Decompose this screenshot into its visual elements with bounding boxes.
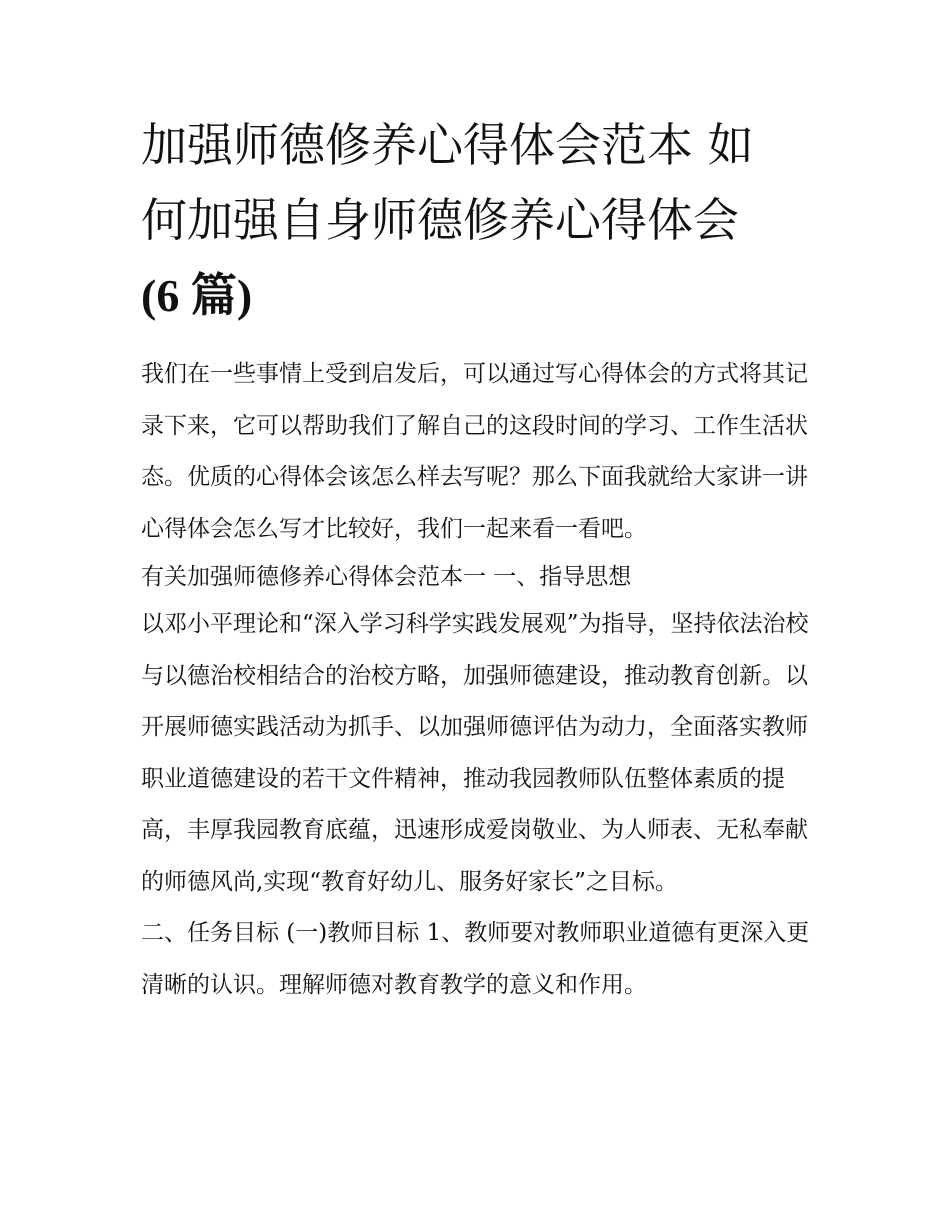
document-title xyxy=(141,108,816,333)
section-heading: 有关加强师德修养心得体会范本一 一、指导思想 xyxy=(141,564,632,590)
title-line-2: 何加强自身师德修养心得体会 xyxy=(141,193,739,247)
document-body xyxy=(141,349,816,1011)
title-line-3: (6 篇) xyxy=(141,270,253,321)
document-content xyxy=(141,108,816,1011)
task-goal-paragraph: 二、任务目标 (一)教师目标 1、教师要对教师职业道德有更深入更清晰的认识。理解师德对教育教学的意义和作用。 xyxy=(141,920,810,998)
title-line-1: 加强师德修养心得体会范本 如 xyxy=(141,118,754,172)
intro-paragraph: 我们在一些事情上受到启发后，可以通过写心得体会的方式将其记录下来，它可以帮助我们了解自己的这段时间的学习、工作生活状态。优质的心得体会该怎么样去写呢？那么下面我就给大家讲一讲心得体会怎么写才比较好，我们一起来看一看吧。 xyxy=(141,361,808,542)
guiding-thought-paragraph: 以邓小平理论和“深入学习科学实践发展观”为指导，坚持依法治校与以德治校相结合的治校方略，加强师德建设，推动教育创新。以开展师德实践活动为抓手、以加强师德评估为动力，全面落实教师职业道德建设的若干文件精神，推动我园教师队伍整体素质的提高，丰厚我园教育底蕴，迅速形成爱岗敬业、为人师表、无私奉献的师德风尚,实现“教育好幼儿、服务好家长”之目标。 xyxy=(141,611,809,895)
